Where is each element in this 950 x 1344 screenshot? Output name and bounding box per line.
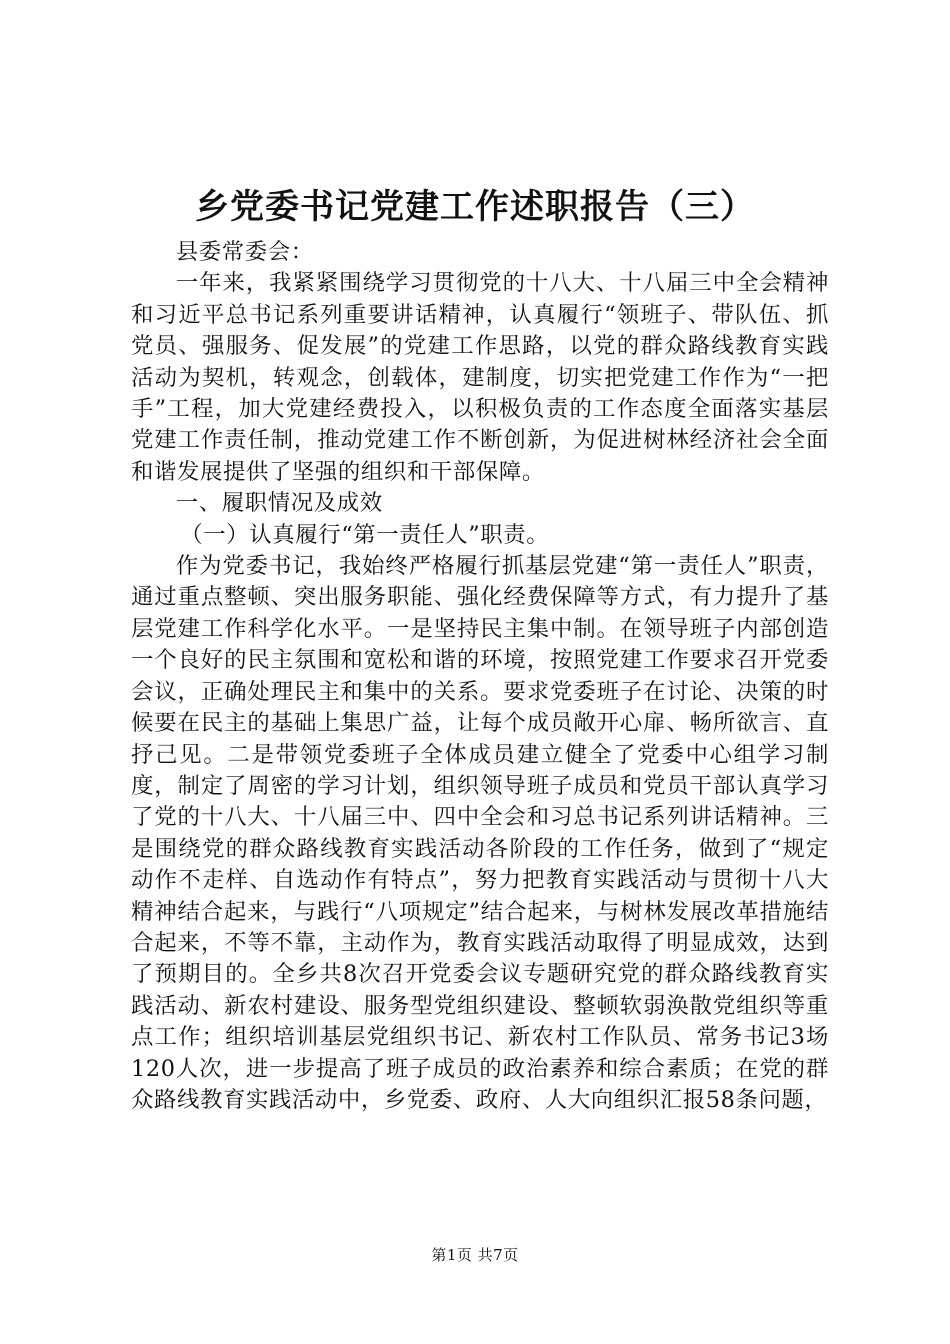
- page-number: 第1页 共7页: [431, 1246, 519, 1264]
- subsection-heading: （一）认真履行“第一责任人”职责。: [180, 521, 550, 548]
- document-title: 乡党委书记党建工作述职报告（三）: [195, 187, 755, 227]
- document-body: [131, 237, 829, 1116]
- section-heading: 一、履职情况及成效: [175, 490, 383, 517]
- paragraph-intro: 一年来，我紧紧围绕学习贯彻党的十八大、十八届三中全会精神和习近平总书记系列重要讲话精神，认真履行“领班子、带队伍、抓党员、强服务、促发展”的党建工作思路，以党的群众路线教育实践活动为契机，转观念，创载体，建制度，切实把党建工作作为“一把手”工程，加大党建经费投入，以积极负责的工作态度全面落实基层党建工作责任制，推动党建工作不断创新，为促进树林经济社会全面和谐发展提供了坚强的组织和干部保障。: [131, 270, 829, 485]
- salutation: 县委常委会：: [175, 239, 314, 265]
- paragraph-duties: 作为党委书记，我始终严格履行抓基层党建“第一责任人”职责，通过重点整顿、突出服务职能、强化经费保障等方式，有力提升了基层党建工作科学化水平。一是坚持民主集中制。在领导班子内部创造一个良好的民主氛围和宽松和谐的环境，按照党建工作要求召开党委会议，正确处理民主和集中的关系。要求党委班子在讨论、决策的时候要在民主的基础上集思广益，让每个成员敞开心扉、畅所欲言、直抒己见。二是带领党委班子全体成员建立健全了党委中心组学习制度，制定了周密的学习计划，组织领导班子成员和党员干部认真学习了党的十八大、十八届三中、四中全会和习总书记系列讲话精神。三是围绕党的群众路线教育实践活动各阶段的工作任务，做到了“规定动作不走样、自选动作有特点”，努力把教育实践活动与贯彻十八大精神结合起来，与践行“八项规定”结合起来，与树林发展改革措施结合起来，不等不靠，主动作为，教育实践活动取得了明显成效，达到了预期目的。全乡共8次召开党委会议专题研究党的群众路线教育实践活动、新农村建设、服务型党组织建设、整顿软弱涣散党组织等重点工作；组织培训基层党组织书记、新农村工作队员、常务书记3场120人次，进一步提高了班子成员的政治素养和综合素质；在党的群众路线教育实践活动中，乡党委、政府、人大向组织汇报58条问题，: [131, 553, 829, 1113]
